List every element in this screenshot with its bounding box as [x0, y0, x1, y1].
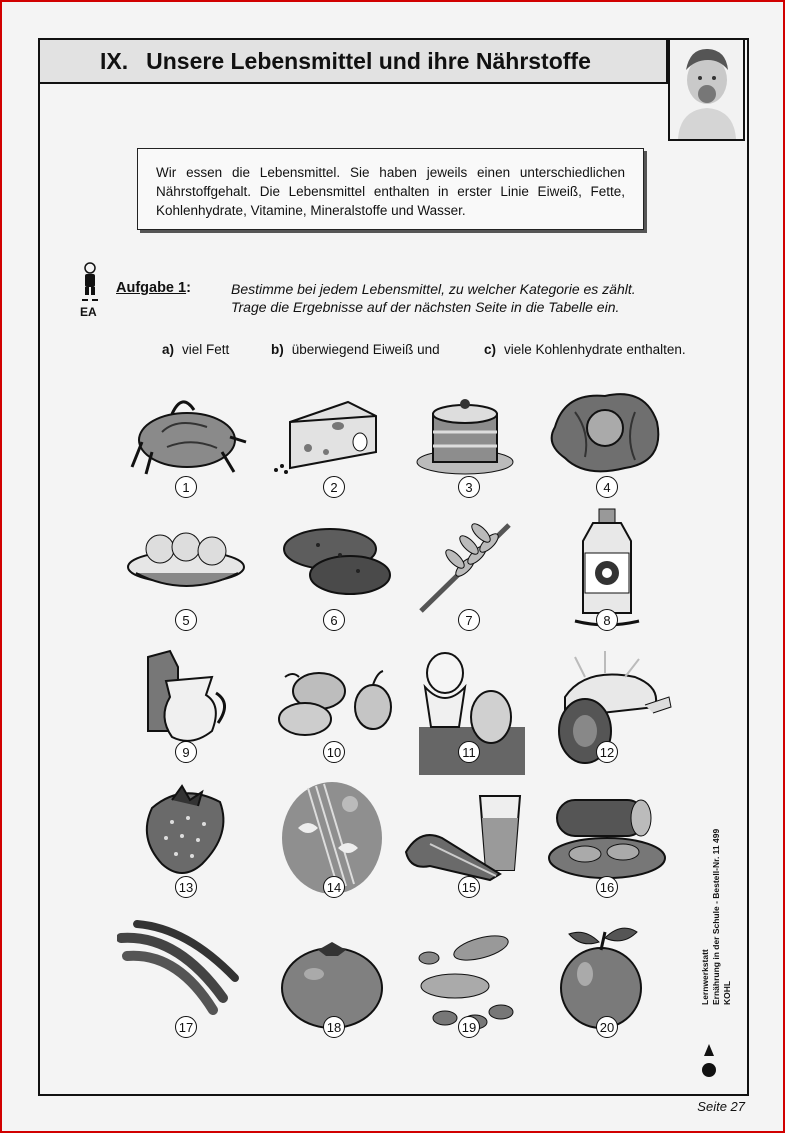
food-item-14 — [268, 778, 398, 908]
item-number: 18 — [323, 1016, 345, 1038]
food-item-2 — [268, 382, 398, 512]
category-b — [271, 342, 440, 357]
food-item-9 — [122, 647, 252, 777]
food-item-3 — [405, 382, 535, 512]
category-a-text: viel Fett — [182, 342, 230, 357]
food-item-12 — [545, 647, 675, 777]
item-number: 13 — [175, 876, 197, 898]
task-instructions — [231, 280, 636, 316]
item-number: 3 — [458, 476, 480, 498]
category-c-text: viele Kohlenhydrate enthalten. — [504, 342, 686, 357]
item-number: 19 — [458, 1016, 480, 1038]
food-item-8 — [545, 505, 675, 635]
task-line-1: Bestimme bei jedem Lebensmittel, zu welcher Kategorie es zählt. — [231, 281, 636, 297]
item-number: 2 — [323, 476, 345, 498]
category-b-text: überwiegend Eiweiß und — [291, 342, 440, 357]
food-item-5 — [122, 515, 252, 645]
boy-photo — [668, 38, 745, 141]
food-item-10 — [265, 647, 395, 777]
category-b-letter: b) — [271, 342, 284, 357]
item-number: 10 — [323, 741, 345, 763]
task-label-text: Aufgabe 1 — [116, 280, 187, 296]
food-item-6 — [268, 515, 398, 645]
item-number: 12 — [596, 741, 618, 763]
intro-box: Wir essen die Lebensmittel. Sie haben jeweils einen unterschiedlichen Nährstoffgehalt. Die Lebensmittel enthalten in erster Linie Eiweiß, Fette, Kohlenhydrate, Vitamine, Mineralstoffe und Wasser. — [137, 148, 644, 230]
food-item-1 — [122, 382, 252, 512]
order-info: Ernährung in der Schule - Bestell-Nr. 11 499 — [711, 828, 721, 1005]
food-item-15 — [400, 778, 530, 908]
publisher-info — [700, 829, 733, 1005]
item-number: 20 — [596, 1016, 618, 1038]
category-c-letter: c) — [484, 342, 497, 357]
food-item-13 — [122, 778, 252, 908]
item-number: 1 — [175, 476, 197, 498]
series-name: Lernwerkstatt — [700, 949, 710, 1005]
page-title: Unsere Lebensmittel und ihre Nährstoffe — [146, 47, 591, 74]
item-number: 17 — [175, 1016, 197, 1038]
food-item-11 — [405, 647, 535, 777]
mode-label: EA — [80, 305, 97, 319]
publisher-logo — [700, 1040, 718, 1080]
food-item-4 — [545, 382, 675, 512]
food-item-16 — [545, 778, 675, 908]
item-number: 11 — [458, 741, 480, 763]
publisher-name: KOHL — [722, 980, 732, 1005]
food-item-7 — [405, 515, 535, 645]
task-label-colon: : — [186, 280, 191, 296]
page-number: Seite 27 — [697, 1099, 745, 1114]
item-number: 5 — [175, 609, 197, 631]
item-number: 16 — [596, 876, 618, 898]
category-a — [162, 342, 229, 357]
food-item-20 — [545, 918, 675, 1048]
pupil-icon — [80, 262, 100, 302]
item-number: 9 — [175, 741, 197, 763]
category-a-letter: a) — [162, 342, 175, 357]
item-number: 15 — [458, 876, 480, 898]
task-label — [116, 280, 191, 296]
food-item-17 — [117, 918, 247, 1048]
chapter-number: IX. — [100, 47, 129, 74]
item-number: 6 — [323, 609, 345, 631]
item-number: 7 — [458, 609, 480, 631]
item-number: 8 — [596, 609, 618, 631]
item-number: 14 — [323, 876, 345, 898]
category-c — [484, 342, 686, 357]
food-item-18 — [268, 918, 398, 1048]
food-item-19 — [405, 918, 535, 1048]
item-number: 4 — [596, 476, 618, 498]
title-bar — [38, 38, 668, 84]
task-line-2: Trage die Ergebnisse auf der nächsten Seite in die Tabelle ein. — [231, 299, 620, 315]
